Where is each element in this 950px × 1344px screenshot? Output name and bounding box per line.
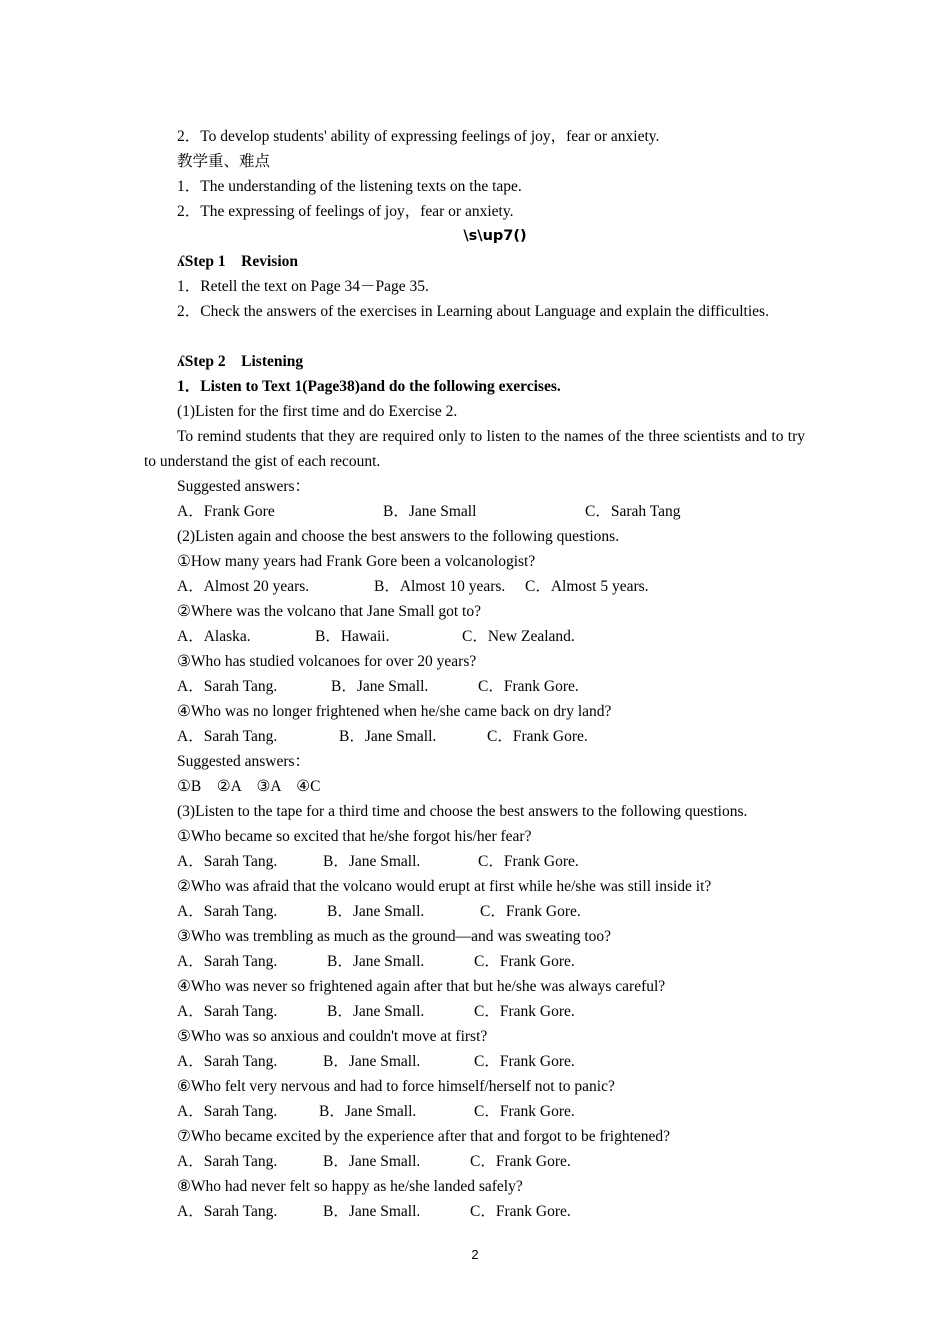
option-a: A．Sarah Tang. — [177, 853, 278, 870]
name-option-b: B．Jane Small — [383, 503, 477, 520]
step2-sub1: 1．Listen to Text 1(Page38)and do the following exercises. — [177, 378, 561, 395]
option-b: B．Jane Small. — [323, 1053, 421, 1070]
part3-question: ⑤Who was so anxious and couldn't move at first? — [177, 1028, 488, 1045]
option-c: C．Frank Gore. — [480, 903, 581, 920]
suggested-answers-label: Suggested answers： — [177, 478, 311, 495]
option-a: A．Sarah Tang. — [177, 1003, 278, 1020]
part3-question: ⑧Who had never felt so happy as he/she landed safely? — [177, 1178, 523, 1195]
option-b: B．Jane Small. — [339, 728, 437, 745]
option-c: C．Frank Gore. — [474, 1103, 575, 1120]
option-a: A．Sarah Tang. — [177, 728, 278, 745]
step1-item-1: 1．Retell the text on Page 34－Page 35. — [177, 278, 429, 295]
option-b: B．Jane Small. — [323, 1203, 421, 1220]
option-c: C．Frank Gore. — [478, 853, 579, 870]
option-a: A．Almost 20 years. — [177, 578, 310, 595]
option-a: A．Sarah Tang. — [177, 953, 278, 970]
part2-question: ②Where was the volcano that Jane Small got to? — [177, 603, 481, 620]
key-point-item-1: 1．The understanding of the listening texts on the tape. — [177, 178, 522, 195]
option-b: B．Jane Small. — [327, 903, 425, 920]
objective-item-2: 2．To develop students' ability of expressing feelings of joy，fear or anxiety. — [177, 128, 660, 145]
key-point-item-2: 2．The expressing of feelings of joy，fear or anxiety. — [177, 203, 514, 220]
step1-heading: ʎStep 1 Revision — [177, 253, 298, 270]
option-a: A．Sarah Tang. — [177, 678, 278, 695]
part1-note: To remind students that they are required only to listen to the names of the three scientists and to try to understand the gist of each recount. — [144, 428, 805, 470]
part1-instruction: (1)Listen for the first time and do Exercise 2. — [177, 403, 458, 420]
option-b: B．Jane Small. — [327, 953, 425, 970]
page-number: 2 — [471, 1247, 479, 1262]
name-option-c: C．Sarah Tang — [585, 503, 681, 520]
part3-question: ⑥Who felt very nervous and had to force himself/herself not to panic? — [177, 1078, 615, 1095]
option-c: C．Frank Gore. — [474, 953, 575, 970]
part3-question: ④Who was never so frightened again after that but he/she was always careful? — [177, 978, 666, 995]
option-b: B．Jane Small. — [331, 678, 429, 695]
option-b: B．Jane Small. — [323, 1153, 421, 1170]
option-a: A．Sarah Tang. — [177, 1203, 278, 1220]
name-option-a: A．Frank Gore — [177, 503, 275, 520]
part2-question: ④Who was no longer frightened when he/she came back on dry land? — [177, 703, 612, 720]
option-c: C．Frank Gore. — [470, 1203, 571, 1220]
part2-question: ①How many years had Frank Gore been a volcanologist? — [177, 553, 536, 570]
option-c: C．Frank Gore. — [487, 728, 588, 745]
part2-answers: ①B ②A ③A ④C — [177, 778, 321, 795]
option-a: A．Sarah Tang. — [177, 1153, 278, 1170]
option-b: B．Jane Small. — [327, 1003, 425, 1020]
option-b: B．Jane Small. — [323, 853, 421, 870]
part2-question: ③Who has studied volcanoes for over 20 years? — [177, 653, 477, 670]
option-a: A．Alaska. — [177, 628, 251, 645]
part3-question: ③Who was trembling as much as the ground—and was sweating too? — [177, 928, 612, 945]
section-heading: \s\up7() — [463, 228, 527, 244]
part3-question: ⑦Who became excited by the experience after that and forgot to be frightened? — [177, 1128, 671, 1145]
step2-heading: ʎStep 2 Listening — [177, 353, 304, 370]
option-c: C．Frank Gore. — [478, 678, 579, 695]
suggested-answers-label: Suggested answers： — [177, 753, 311, 770]
key-points-heading: 教学重、难点 — [177, 153, 271, 170]
part3-question: ②Who was afraid that the volcano would erupt at first while he/she was still inside it? — [177, 878, 712, 895]
option-b: B．Almost 10 years. — [374, 578, 506, 595]
step1-item-2: 2．Check the answers of the exercises in Learning about Language and explain the difficulties. — [177, 303, 769, 320]
part2-instruction: (2)Listen again and choose the best answers to the following questions. — [177, 528, 620, 545]
part3-instruction: (3)Listen to the tape for a third time and choose the best answers to the following questions. — [177, 803, 748, 820]
option-c: C．Frank Gore. — [470, 1153, 571, 1170]
option-a: A．Sarah Tang. — [177, 1103, 278, 1120]
option-a: A．Sarah Tang. — [177, 1053, 278, 1070]
option-c: C．Frank Gore. — [474, 1003, 575, 1020]
option-b: B．Hawaii. — [315, 628, 390, 645]
option-c: C．Almost 5 years. — [525, 578, 649, 595]
option-a: A．Sarah Tang. — [177, 903, 278, 920]
option-b: B．Jane Small. — [319, 1103, 417, 1120]
option-c: C．New Zealand. — [462, 628, 575, 645]
option-c: C．Frank Gore. — [474, 1053, 575, 1070]
part3-question: ①Who became so excited that he/she forgot his/her fear? — [177, 828, 532, 845]
